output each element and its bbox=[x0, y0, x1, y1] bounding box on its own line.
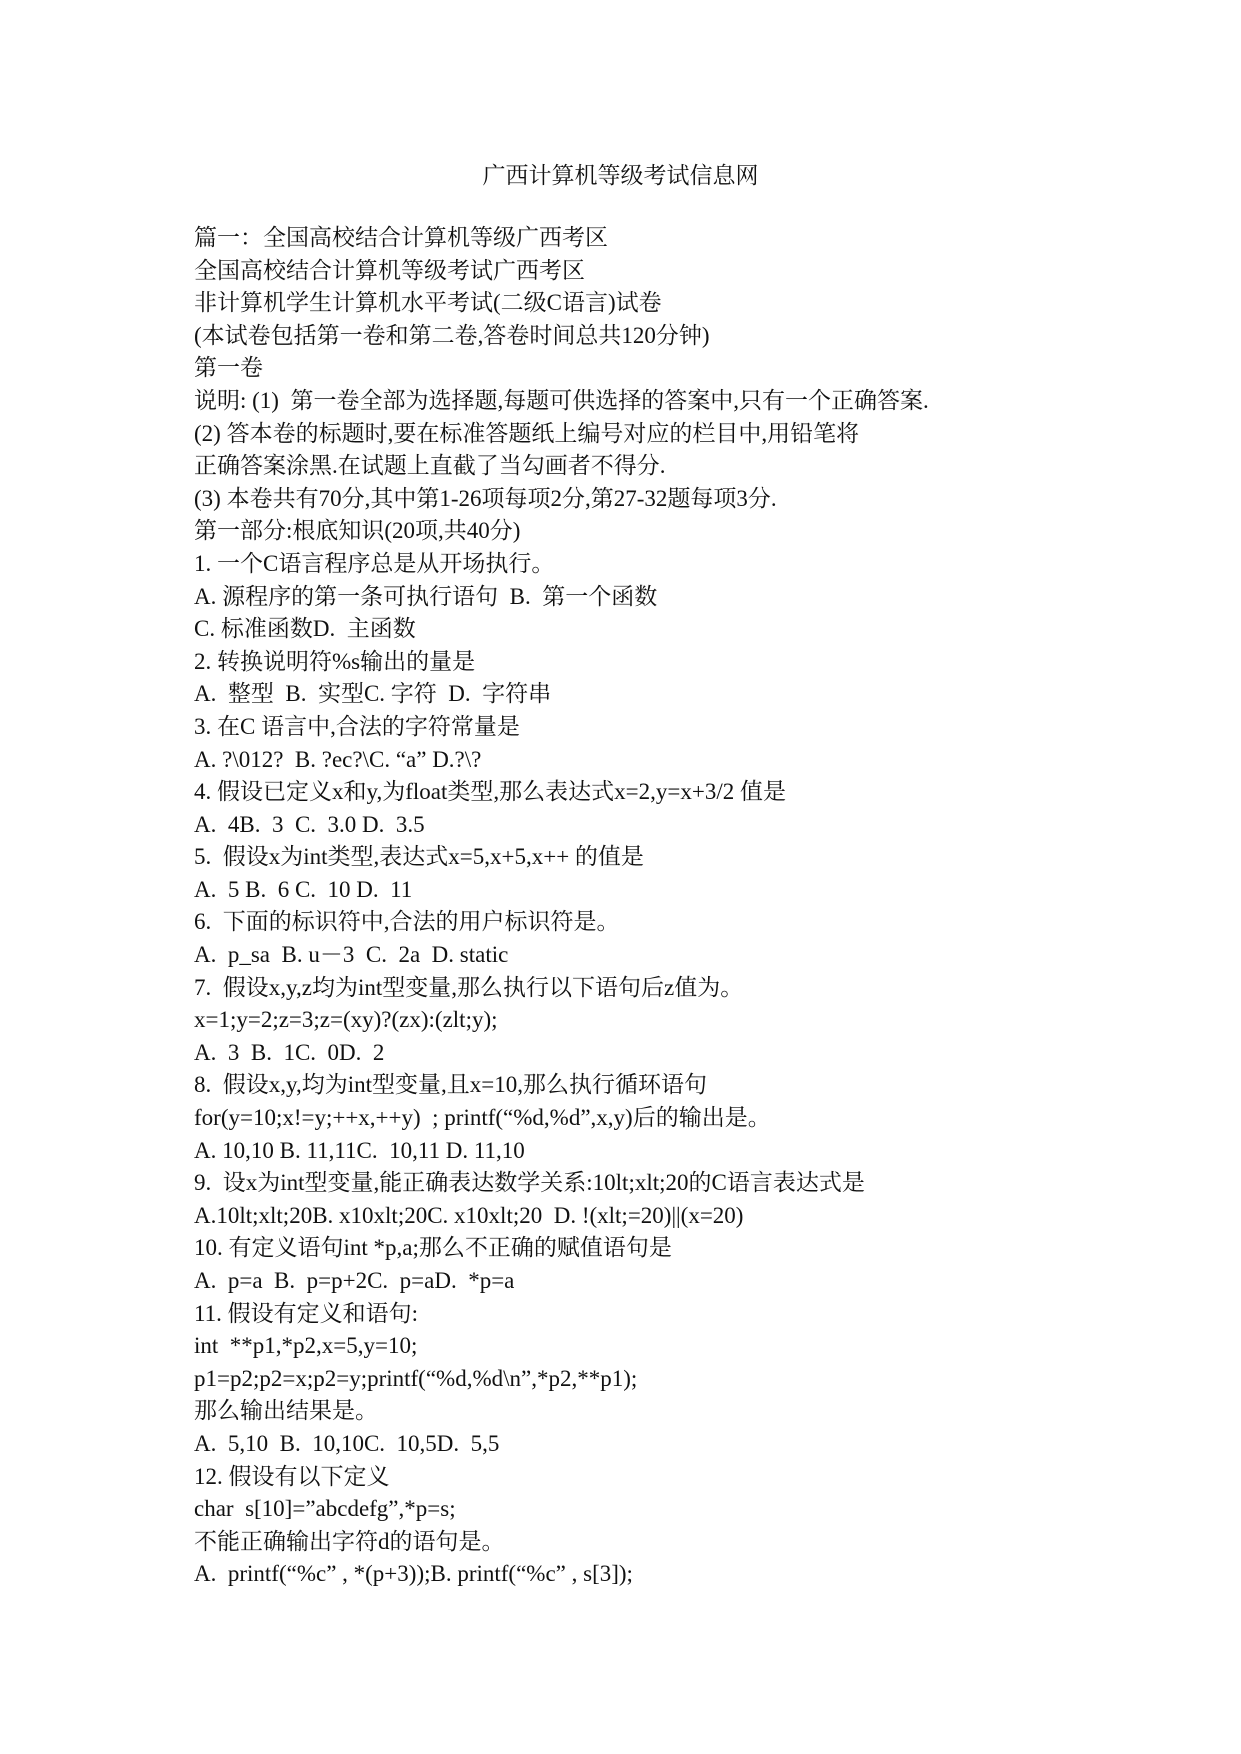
text-line: (3) 本卷共有70分,其中第1-26项每项2分,第27-32题每项3分. bbox=[194, 485, 777, 511]
text-line: 6. 下面的标识符中,合法的用户标识符是。 bbox=[194, 909, 620, 935]
text-line: 4. 假设已定义x和y,为float类型,那么表达式x=2,y=x+3/2 值是 bbox=[194, 779, 786, 805]
document-body bbox=[194, 222, 1214, 1591]
text-line: (2) 答本卷的标题时,要在标准答题纸上编号对应的栏目中,用铅笔将 bbox=[194, 420, 860, 446]
text-line: 3. 在C 语言中,合法的字符常量是 bbox=[194, 713, 520, 739]
text-line: 正确答案涂黑.在试题上直截了当勾画者不得分. bbox=[194, 453, 666, 479]
text-line: 9. 设x为int型变量,能正确表达数学关系:10lt;xlt;20的C语言表达式是 bbox=[194, 1170, 865, 1196]
text-line: A. 3 B. 1C. 0D. 2 bbox=[194, 1039, 385, 1065]
text-line: 2. 转换说明符%s输出的量是 bbox=[194, 648, 476, 674]
text-line: A. 4B. 3 C. 3.0 D. 3.5 bbox=[194, 811, 425, 837]
text-line: A. p=a B. p=p+2C. p=aD. *p=a bbox=[194, 1268, 515, 1293]
text-line: A. ?\012? B. ?ec?\C. “a” D.?\? bbox=[194, 746, 482, 772]
text-line: A. 5 B. 6 C. 10 D. 11 bbox=[194, 876, 413, 902]
text-line: A.10lt;xlt;20B. x10xlt;20C. x10xlt;20 D. !(xlt;=20)||(x=20) bbox=[194, 1202, 744, 1228]
text-line: 12. 假设有以下定义 bbox=[194, 1463, 390, 1489]
text-line: 说明: (1) 第一卷全部为选择题,每题可供选择的答案中,只有一个正确答案. bbox=[194, 387, 929, 413]
text-line: A. 10,10 B. 11,11C. 10,11 D. 11,10 bbox=[194, 1137, 525, 1163]
text-line: 5. 假设x为int类型,表达式x=5,x+5,x++ 的值是 bbox=[194, 844, 644, 870]
text-line: 那么输出结果是。 bbox=[194, 1398, 378, 1424]
text-line: 篇一：全国高校结合计算机等级广西考区 bbox=[194, 225, 608, 250]
text-line: A. 整型 B. 实型C. 字符 D. 字符串 bbox=[194, 681, 552, 707]
text-line: A. printf(“%c” , *(p+3));B. printf(“%c” , s[3]); bbox=[194, 1561, 633, 1587]
document-title: 广西计算机等级考试信息网 bbox=[482, 163, 759, 188]
text-line: 不能正确输出字符d的语句是。 bbox=[194, 1528, 505, 1554]
text-line: A. p_sa B. u－3 C. 2a D. static bbox=[194, 942, 509, 968]
text-line: 1. 一个C语言程序总是从开场执行。 bbox=[194, 550, 555, 576]
text-line: p1=p2;p2=x;p2=y;printf(“%d,%d\n”,*p2,**p1); bbox=[194, 1365, 638, 1391]
text-line: A. 5,10 B. 10,10C. 10,5D. 5,5 bbox=[194, 1430, 500, 1456]
text-line: A. 源程序的第一条可执行语句 B. 第一个函数 bbox=[194, 583, 658, 609]
text-line: 8. 假设x,y,均为int型变量,且x=10,那么执行循环语句 bbox=[194, 1072, 708, 1098]
text-line: 第一部分:根底知识(20项,共40分) bbox=[194, 518, 521, 544]
text-line: 非计算机学生计算机水平考试(二级C语言)试卷 bbox=[194, 290, 662, 316]
text-line: 全国高校结合计算机等级考试广西考区 bbox=[194, 257, 585, 283]
text-line: 7. 假设x,y,z均为int型变量,那么执行以下语句后z值为。 bbox=[194, 974, 744, 1000]
text-line: x=1;y=2;z=3;z=(xy)?(zx):(zlt;y); bbox=[194, 1007, 498, 1033]
text-line: 11. 假设有定义和语句: bbox=[194, 1300, 419, 1326]
text-line: C. 标准函数D. 主函数 bbox=[194, 616, 416, 642]
text-line: int **p1,*p2,x=5,y=10; bbox=[194, 1333, 418, 1359]
text-line: (本试卷包括第一卷和第二卷,答卷时间总共120分钟) bbox=[194, 322, 710, 348]
text-line: char s[10]=”abcdefg”,*p=s; bbox=[194, 1496, 456, 1522]
text-line: 第一卷 bbox=[194, 355, 263, 381]
text-line: 10. 有定义语句int *p,a;那么不正确的赋值语句是 bbox=[194, 1235, 672, 1261]
text-line: for(y=10;x!=y;++x,++y) ; printf(“%d,%d”,x,y)后的输出是。 bbox=[194, 1105, 771, 1131]
